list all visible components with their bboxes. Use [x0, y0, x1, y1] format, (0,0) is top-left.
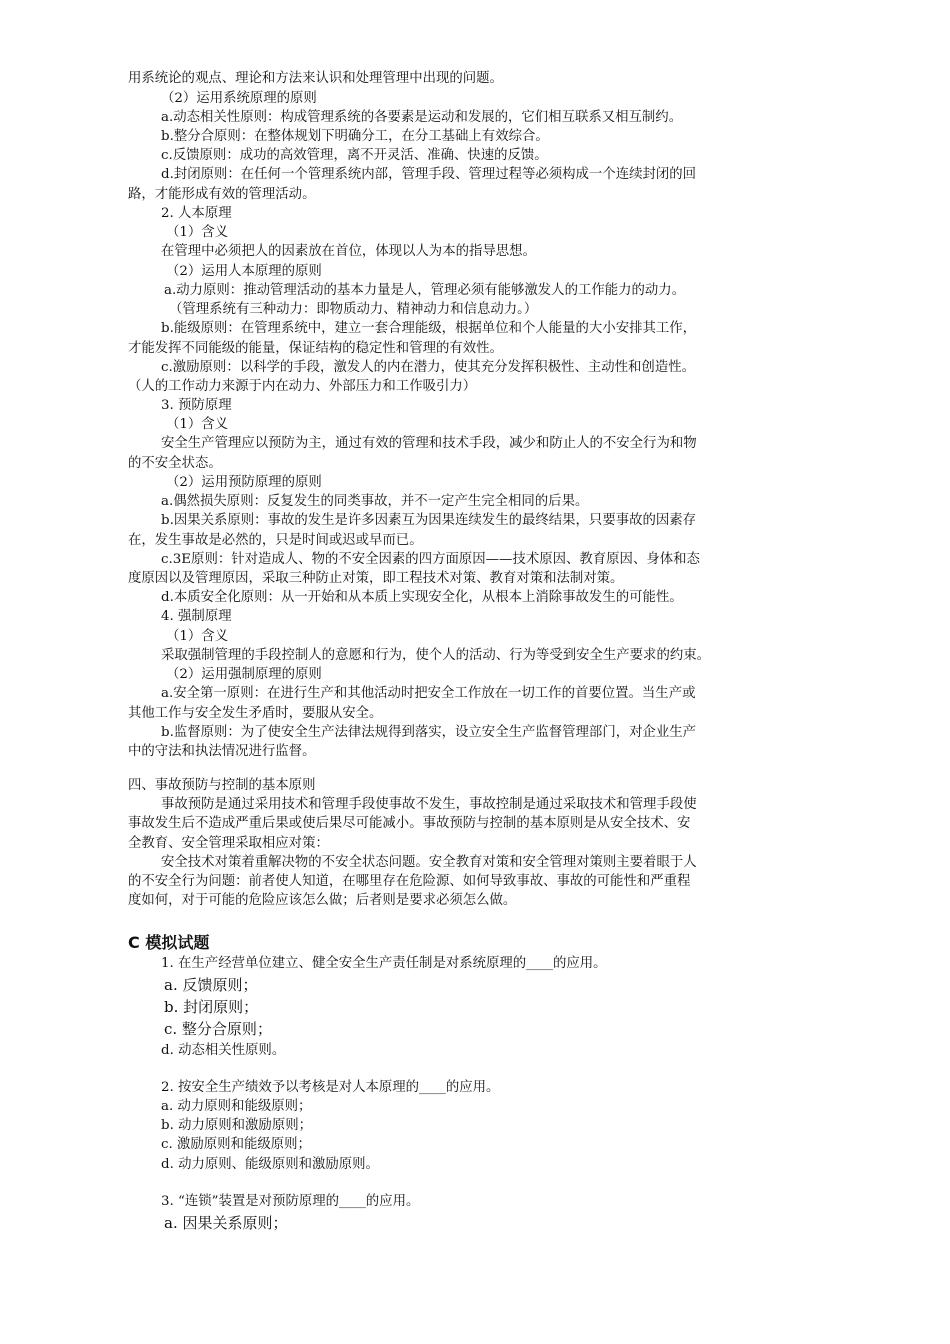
text-line: a.偶然损失原则：反复发生的同类事故，并不一定产生完全相同的后果。	[161, 494, 589, 509]
answer-option: b. 动力原则和激励原则；	[161, 1118, 312, 1133]
section-heading: 4. 强制原理	[161, 609, 232, 624]
text-line: 中的守法和执法情况进行监督。	[128, 744, 316, 759]
text-line: 度原因以及管理原因，采取三种防止对策，即工程技术对策、教育对策和法制对策。	[128, 571, 624, 586]
text-line: （人的工作动力来源于内在动力、外部压力和工作吸引力）	[128, 379, 477, 394]
answer-option: a. 反馈原则；	[164, 976, 258, 994]
text-line: c.激励原则：以科学的手段，激发人的内在潜力，使其充分发挥积极性、主动性和创造性。	[161, 360, 695, 375]
subsection-heading: （1）含义	[166, 629, 229, 644]
text-line: 安全生产管理应以预防为主，通过有效的管理和技术手段，减少和防止人的不安全行为和物	[161, 436, 697, 451]
text-line: （管理系统有三种动力：即物质动力、精神动力和信息动力。）	[169, 302, 538, 317]
text-line: 采取强制管理的手段控制人的意愿和行为，使个人的活动、行为等受到安全生产要求的约束。	[161, 648, 711, 663]
text-line: b.因果关系原则：事故的发生是许多因素互为因果连续发生的最终结果，只要事故的因素存	[161, 513, 697, 528]
text-line: 的不安全行为问题：前者使人知道，在哪里存在危险源、如何导致事故、事故的可能性和严重程	[128, 874, 691, 889]
answer-option: a. 动力原则和能级原则；	[161, 1099, 312, 1114]
text-line: a.动态相关性原则：构成管理系统的各要素是运动和发展的，它们相互联系又相互制约。	[161, 110, 683, 125]
answer-option: d. 动态相关性原则。	[161, 1043, 286, 1058]
text-line: b.监督原则：为了使安全生产法律法规得到落实，设立安全生产监督管理部门，对企业生产	[161, 725, 697, 740]
text-line: c.3E原则：针对造成人、物的不安全因素的四方面原因——技术原因、教育原因、身体和态	[161, 552, 700, 567]
text-line: 事故发生后不造成严重后果或使后果尽可能减小。事故预防与控制的基本原则是从安全技术、安	[128, 816, 691, 831]
text-line: b.能级原则：在管理系统中，建立一套合理能级，根据单位和个人能量的大小安排其工作，	[161, 321, 697, 336]
text-line: a.动力原则：推动管理活动的基本力量是人，管理必须有能够激发人的工作能力的动力。	[164, 283, 686, 298]
text-line: a.安全第一原则：在进行生产和其他活动时把安全工作放在一切工作的首要位置。当生产或	[161, 686, 696, 701]
text-line: 事故预防是通过采用技术和管理手段使事故不发生，事故控制是通过采取技术和管理手段使	[161, 797, 697, 812]
text-line: b.整分合原则：在整体规划下明确分工，在分工基础上有效综合。	[161, 129, 549, 144]
text-line: 路，才能形成有效的管理活动。	[128, 187, 316, 202]
exam-section-heading: C 模拟试题	[128, 933, 210, 952]
subsection-heading: （2）运用强制原理的原则	[166, 667, 322, 682]
subsection-heading: （2）运用人本原理的原则	[166, 264, 322, 279]
text-line: 其他工作与安全发生矛盾时，要服从安全。	[128, 706, 383, 721]
subsection-heading: （1）含义	[166, 225, 229, 240]
text-line: 用系统论的观点、理论和方法来认识和处理管理中出现的问题。	[128, 71, 503, 86]
text-line: 安全技术对策着重解决物的不安全状态问题。安全教育对策和安全管理对策则主要着眼于人	[161, 855, 697, 870]
text-line: d.本质安全化原则：从一开始和从本质上实现安全化，从根本上消除事故发生的可能性。	[161, 590, 683, 605]
subsection-heading: （2）运用预防原理的原则	[166, 475, 322, 490]
subsection-heading: （1）含义	[166, 417, 229, 432]
text-line: 的不安全状态。	[128, 456, 222, 471]
answer-option: d. 动力原则、能级原则和激励原则。	[161, 1157, 379, 1172]
text-line: d.封闭原则：在任何一个管理系统内部，管理手段、管理过程等必须构成一个连续封闭的回	[161, 167, 697, 182]
question-text: 1. 在生产经营单位建立、健全安全生产责任制是对系统原理的____的应用。	[161, 956, 607, 971]
subsection-heading: （2）运用系统原理的原则	[161, 91, 317, 106]
answer-option: c. 激励原则和能级原则；	[161, 1137, 311, 1152]
text-line: 在，发生事故是必然的，只是时间或迟或早而已。	[128, 533, 423, 548]
text-line: 在管理中必须把人的因素放在首位，体现以人为本的指导思想。	[161, 244, 536, 259]
text-line: 才能发挥不同能级的能量，保证结构的稳定性和管理的有效性。	[128, 341, 503, 356]
question-text: 2. 按安全生产绩效予以考核是对人本原理的____的应用。	[161, 1080, 500, 1095]
section-heading: 四、事故预防与控制的基本原则	[128, 778, 316, 793]
section-heading: 2. 人本原理	[161, 206, 232, 221]
answer-option: b. 封闭原则；	[164, 998, 259, 1016]
text-line: c.反馈原则：成功的高效管理，离不开灵活、准确、快速的反馈。	[161, 148, 548, 163]
answer-option: a. 因果关系原则；	[164, 1214, 288, 1232]
question-text: 3. “连锁”装置是对预防原理的____的应用。	[161, 1194, 420, 1209]
answer-option: c. 整分合原则；	[164, 1020, 272, 1038]
text-line: 度如何，对于可能的危险应该怎么做；后者则是要求必须怎么做。	[128, 893, 517, 908]
section-heading: 3. 预防原理	[161, 398, 232, 413]
text-line: 全教育、安全管理采取相应对策：	[128, 836, 329, 851]
